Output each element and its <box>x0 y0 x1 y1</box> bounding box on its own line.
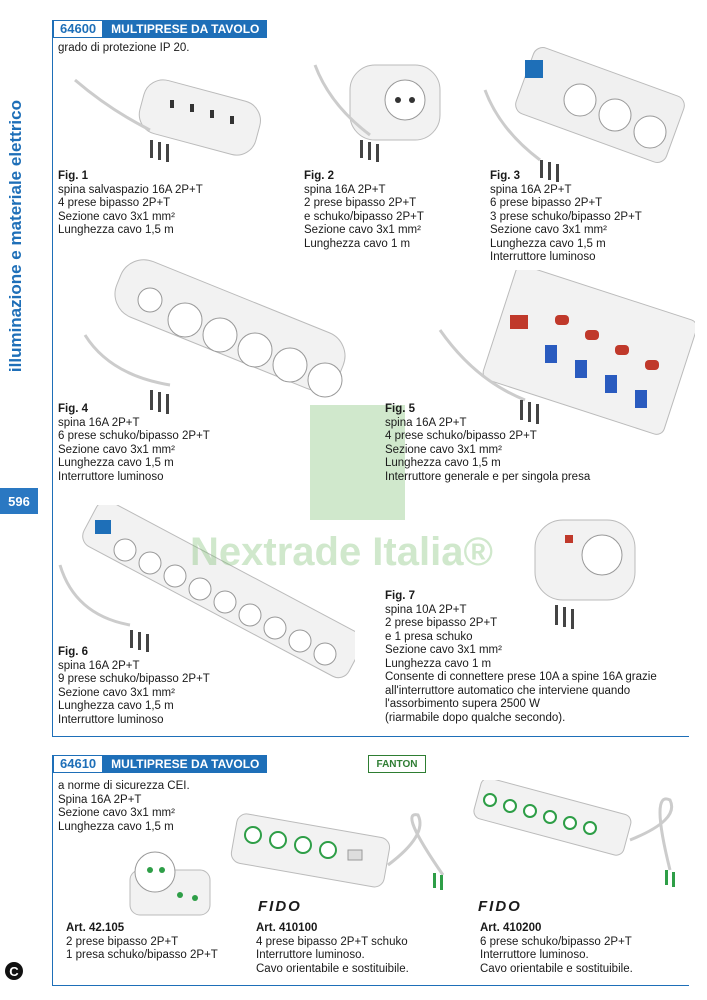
intro-line: Lunghezza cavo 1,5 m <box>58 820 174 833</box>
art-line: Cavo orientabile e sostituibile. <box>256 962 409 975</box>
art410200-description <box>480 922 633 976</box>
fig6-line: Interruttore luminoso <box>58 713 164 726</box>
art-line: 2 prese bipasso 2P+T <box>66 935 179 948</box>
product-fig1-image <box>70 70 270 170</box>
art-line: 4 prese bipasso 2P+T schuko <box>256 935 408 948</box>
section-title: MULTIPRESE DA TAVOLO <box>111 22 260 36</box>
section-code: 64610 <box>53 755 103 773</box>
art410100-description <box>256 922 409 976</box>
fig5-description <box>385 403 590 484</box>
fig4-line: 6 prese schuko/bipasso 2P+T <box>58 430 210 442</box>
art-line: Cavo orientabile e sostituibile. <box>480 962 633 975</box>
fig2-line: 2 prese bipasso 2P+T <box>304 197 417 209</box>
fig7-line: Sezione cavo 3x1 mm² <box>385 644 502 656</box>
fig6-line: 9 prese schuko/bipasso 2P+T <box>58 673 210 685</box>
fig7-line: e 1 presa schuko <box>385 630 473 643</box>
fig2-description <box>304 170 424 251</box>
fig7-label: Fig. 7 <box>385 590 416 602</box>
fig7-line: Consente di connettere prese 10A a spine 16A grazie <box>385 671 657 683</box>
art-label: Art. 410200 <box>480 922 542 934</box>
art-label: Art. 410100 <box>256 922 318 934</box>
fig4-line: Lunghezza cavo 1,5 m <box>58 457 174 469</box>
fig3-line: 6 prese bipasso 2P+T <box>490 197 603 209</box>
fig7-line: all'interruttore automatico che interviene quando <box>385 684 631 697</box>
art-line: Interruttore luminoso. <box>480 949 589 961</box>
fig7-line: Lunghezza cavo 1 m <box>385 657 492 670</box>
fig4-description <box>58 403 210 484</box>
fig6-line: Lunghezza cavo 1,5 m <box>58 700 174 712</box>
fig5-line: Lunghezza cavo 1,5 m <box>385 457 501 469</box>
fig2-line: e schuko/bipasso 2P+T <box>304 210 424 223</box>
section1-intro: grado di protezione IP 20. <box>58 42 190 54</box>
fig1-line: 4 prese bipasso 2P+T <box>58 197 171 209</box>
art-line: Interruttore luminoso. <box>256 949 365 961</box>
fig5-line: Sezione cavo 3x1 mm² <box>385 443 502 456</box>
page-number: 596 <box>0 488 38 514</box>
fig1-label: Fig. 1 <box>58 170 89 182</box>
fig7-line: (riarmabile dopo qualche secondo). <box>385 711 566 724</box>
fig3-line: Interruttore luminoso <box>490 251 596 263</box>
sidebar-title: illuminazione e materiale elettrico <box>6 100 25 373</box>
fig4-line: Interruttore luminoso <box>58 470 164 483</box>
fig6-label: Fig. 6 <box>58 646 89 658</box>
art-line: 6 prese schuko/bipasso 2P+T <box>480 935 632 948</box>
product-art410200-image <box>470 780 690 895</box>
fig3-line: Sezione cavo 3x1 mm² <box>490 224 607 236</box>
fig2-line: Sezione cavo 3x1 mm² <box>304 224 421 236</box>
section-header <box>53 20 267 38</box>
fig3-label: Fig. 3 <box>490 170 521 182</box>
fig1-description <box>58 170 203 238</box>
section-code: 64600 <box>53 20 103 38</box>
fig2-label: Fig. 2 <box>304 170 335 182</box>
fido-brand-logo: FIDO <box>258 898 302 915</box>
fanton-logo: FANTON <box>368 755 426 773</box>
fig4-line: spina 16A 2P+T <box>58 416 140 429</box>
fig7-line: 2 prese bipasso 2P+T <box>385 617 498 629</box>
fig2-line: Lunghezza cavo 1 m <box>304 237 411 250</box>
fig6-description <box>58 646 210 727</box>
fig7-description <box>385 590 657 725</box>
chapter-letter-badge: C <box>5 962 23 980</box>
art-label: Art. 42.105 <box>66 922 125 934</box>
section-header <box>53 755 267 773</box>
section-title: MULTIPRESE DA TAVOLO <box>111 757 260 771</box>
fig5-label: Fig. 5 <box>385 403 416 415</box>
fig4-line: Sezione cavo 3x1 mm² <box>58 443 175 456</box>
intro-line: Spina 16A 2P+T <box>58 793 142 806</box>
product-fig2-image <box>310 45 460 165</box>
fig5-line: 4 prese schuko/bipasso 2P+T <box>385 430 537 442</box>
fig4-label: Fig. 4 <box>58 403 89 415</box>
fig3-line: Lunghezza cavo 1,5 m <box>490 237 606 250</box>
fig6-line: Sezione cavo 3x1 mm² <box>58 686 175 699</box>
fig1-line: Sezione cavo 3x1 mm² <box>58 210 175 223</box>
fig5-line: spina 16A 2P+T <box>385 416 467 429</box>
fido-brand-logo: FIDO <box>478 898 522 915</box>
product-art410100-image <box>228 805 458 905</box>
fig2-line: spina 16A 2P+T <box>304 183 386 196</box>
fig1-line: spina salvaspazio 16A 2P+T <box>58 183 203 196</box>
fig6-line: spina 16A 2P+T <box>58 659 140 672</box>
watermark-text: Nextrade Italia® <box>190 530 493 574</box>
section2-intro <box>58 780 190 834</box>
fig3-description <box>490 170 642 265</box>
intro-line: a norme di sicurezza CEI. <box>58 780 190 792</box>
art42105-description <box>66 922 218 963</box>
fig3-line: 3 prese schuko/bipasso 2P+T <box>490 210 642 223</box>
sidebar <box>0 0 38 1000</box>
intro-line: Sezione cavo 3x1 mm² <box>58 807 175 819</box>
product-art42105-image <box>120 850 220 925</box>
fig1-line: Lunghezza cavo 1,5 m <box>58 224 174 236</box>
fig5-line: Interruttore generale e per singola presa <box>385 470 591 483</box>
art-line: 1 presa schuko/bipasso 2P+T <box>66 949 218 961</box>
fig3-line: spina 16A 2P+T <box>490 183 572 196</box>
fig7-line: spina 10A 2P+T <box>385 603 467 616</box>
fig7-line: l'assorbimento supera 2500 W <box>385 698 540 710</box>
